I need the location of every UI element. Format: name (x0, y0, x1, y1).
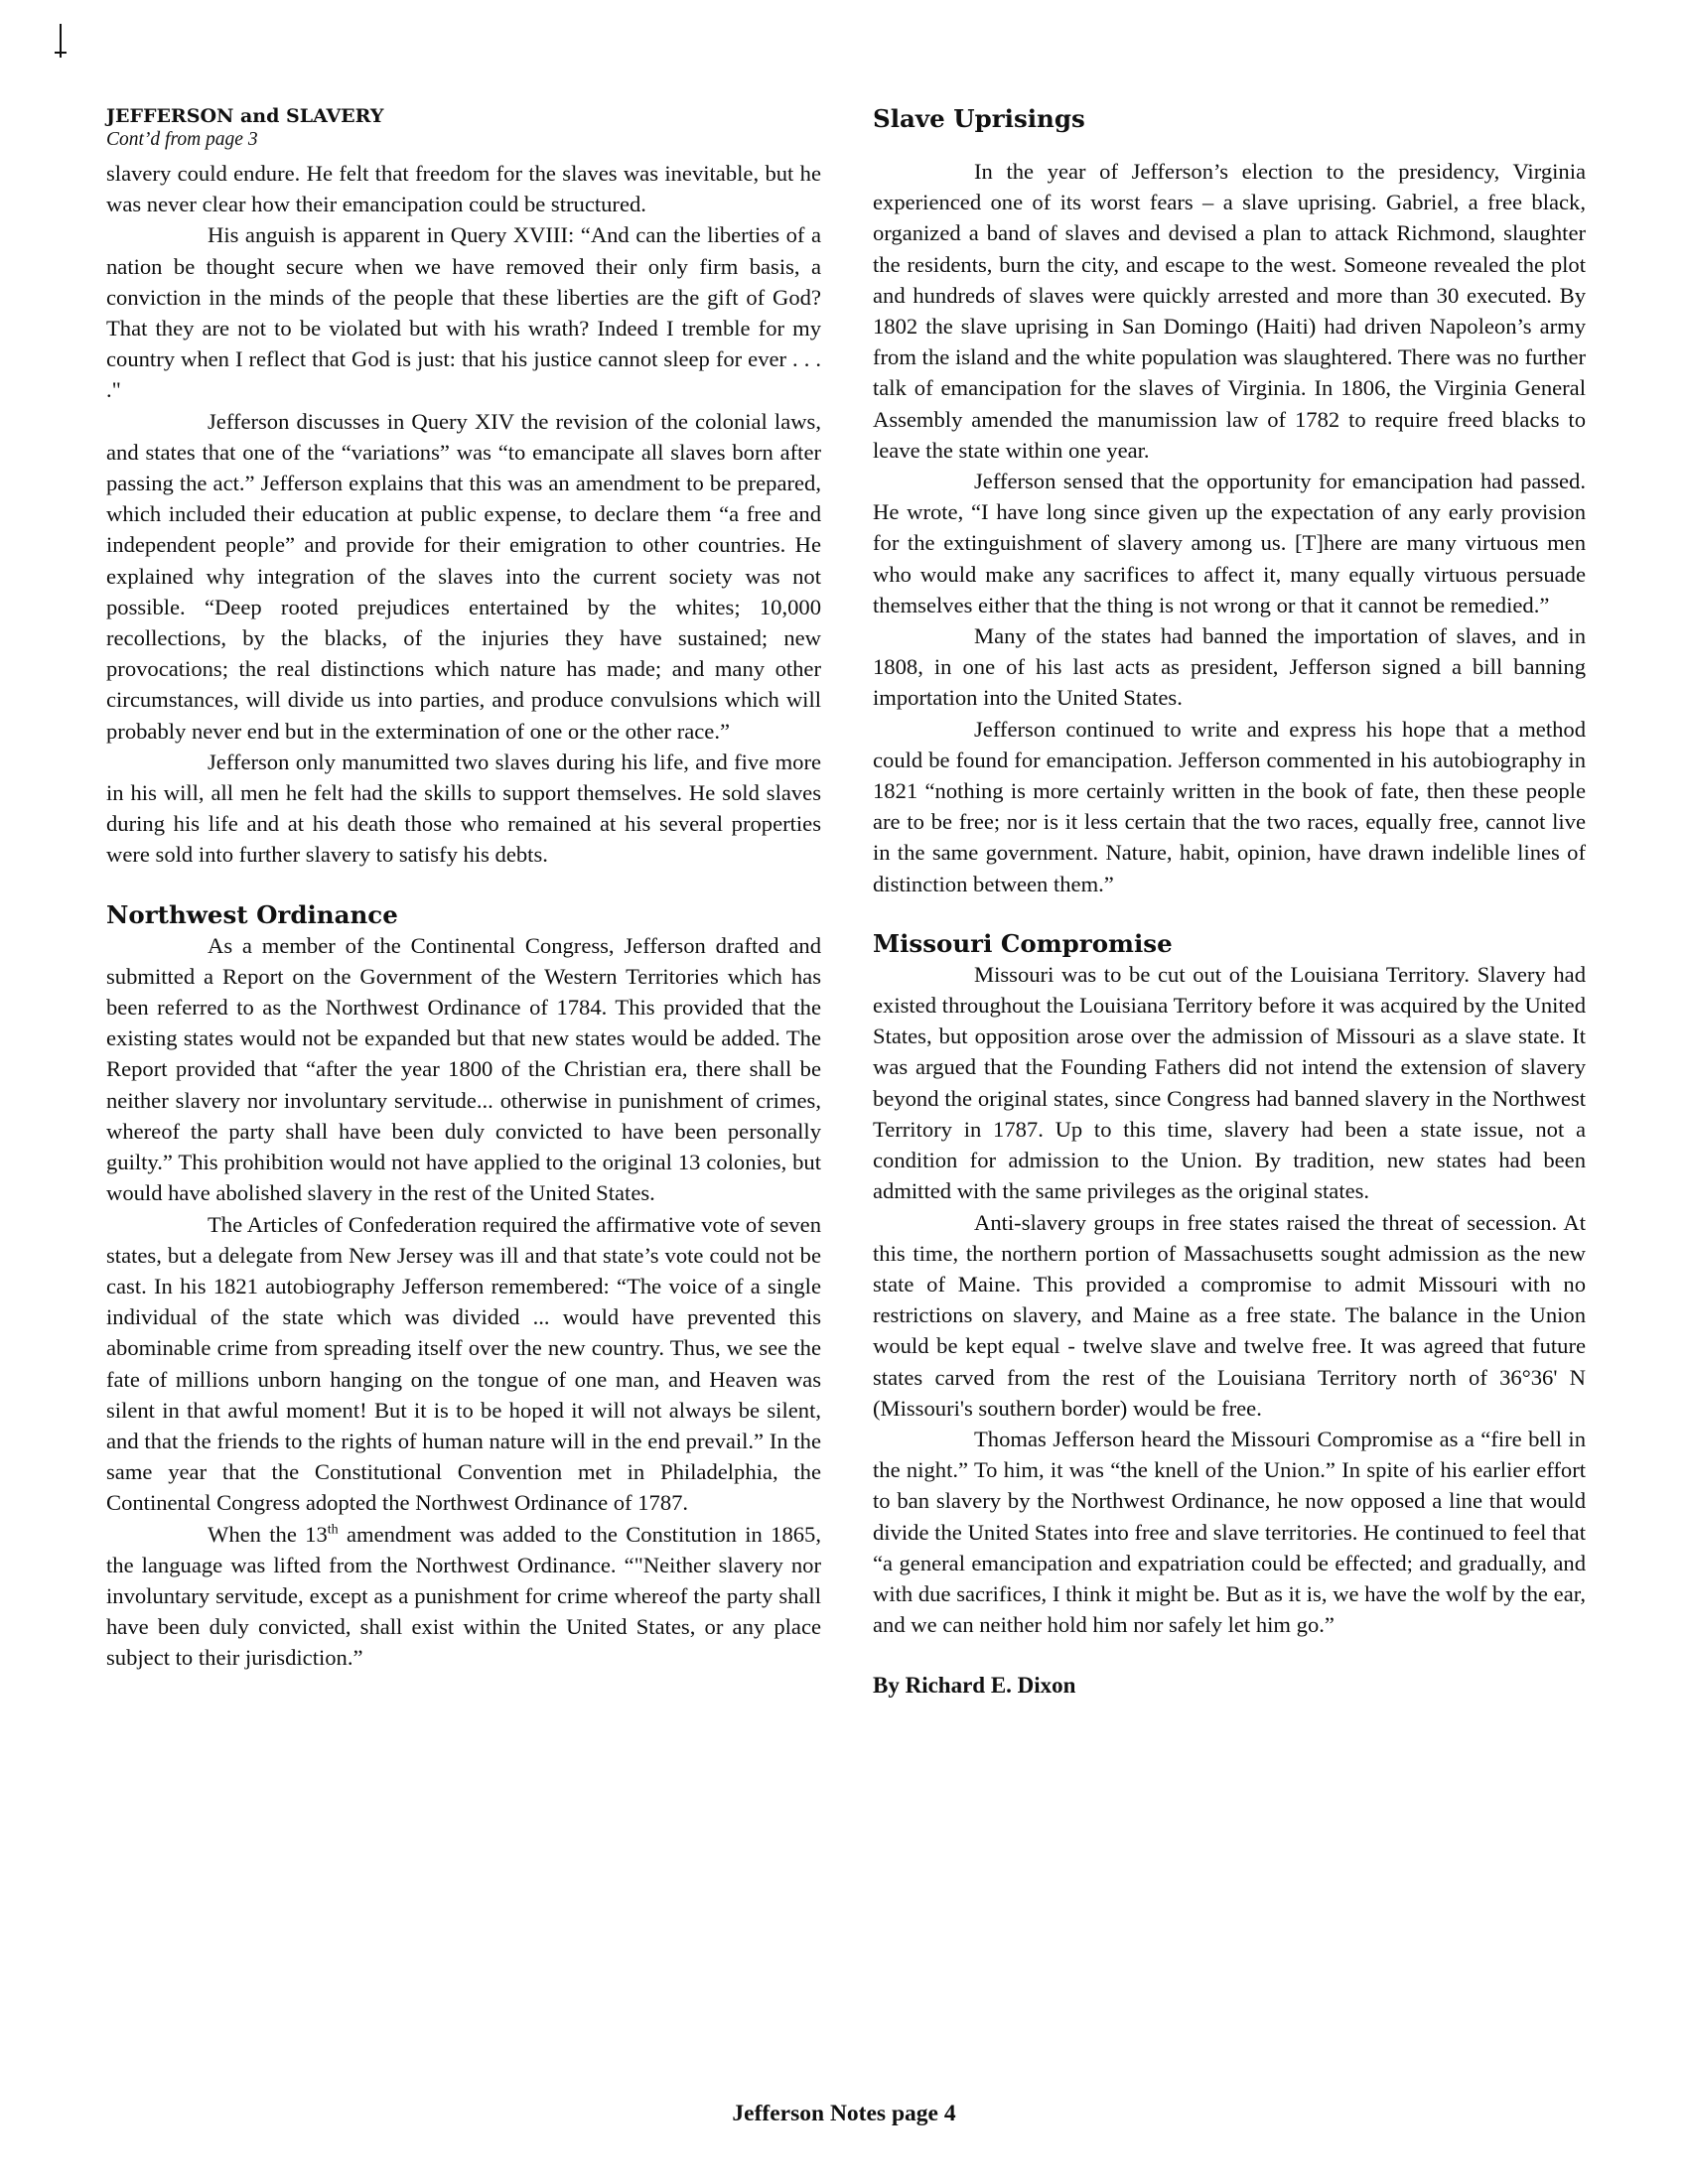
paragraph: Jefferson sensed that the opportunity for emancipation had passed. He wrote, “I have long since given up the expectation of any early provision for the extinguishment of slavery among us. [T]here are many virtuous men who would make any sacrifices to affect it, many equally virtuous persuade themselves either that the thing is not wrong or that it cannot be remedied.” (873, 469, 1586, 617)
page-footer: Jefferson Notes page 4 (732, 2101, 956, 2126)
paragraph: Jefferson discusses in Query XIV the revision of the colonial laws, and states that one of the “variations” was “to emancipate all slaves born after passing the act.” Jefferson explains that this was an amendment to be prepared, which included their education at public expense, to declare them “a free and independent people” and provide for their emigration to other countries. He explained why integration of the slaves into the current society was not possible. “Deep rooted prejudices entertained by the whites; 10,000 recollections, by the blacks, of the injuries they have sustained; new provocations; the real distinctions which nature has made; and many other circumstances, will divide us into parties, and produce convulsions which will probably never end but in the extermination of one or the other race.” (106, 408, 821, 744)
superscript: th (327, 1522, 339, 1537)
paragraph: Thomas Jefferson heard the Missouri Compromise as a “fire bell in the night.” To him, it was “the knell of the Union.” In spite of his earlier effort to ban slavery by the Northwest Ordinance, he now opposed a line that would divide the United States into free and slave territories. He continued to feel that “a general emancipation and expatriation could be effected; and gradually, and with due sacrifices, I think it might be. But as it is, we have the wolf by the ear, and we can neither hold him nor safely let him go.” (873, 1426, 1586, 1638)
paragraph (106, 1519, 821, 1674)
paragraph-text: When the 13 (208, 1521, 328, 1547)
continued-note: Cont’d from page 3 (106, 129, 258, 150)
paragraph: Missouri was to be cut out of the Louisiana Territory. Slavery had existed throughout the Louisiana Territory before it was acquired by the United States, but opposition arose over the admission of Missouri as a slave state. It was argued that the Founding Fathers did not intend the extension of slavery beyond the original states, since Congress had banned slavery in the Northwest Territory in 1787. Up to this time, slavery had been a state issue, not a condition for admission to the Union. By tradition, new states had been admitted with the same privileges as the original states. (873, 961, 1586, 1204)
paragraph: Jefferson continued to write and express his hope that a method could be found for emancipation. Jefferson commented in his autobiography in 1821 “nothing is more certainly written in the book of fate, then these people are to be free; nor is it less certain that the two races, equally free, cannot live in the same government. Nature, habit, opinion, have drawn indelible lines of distinction between them.” (873, 716, 1586, 896)
right-column (873, 104, 1586, 1702)
paragraph: As a member of the Continental Congress, Jefferson drafted and submitted a Report on the Government of the Western Territories which has been referred to as the Northwest Ordinance of 1784. This provided that the existing states would not be expanded but that new states would be added. The Report provided that “after the year 1800 of the Christian era, there shall be neither slavery nor involuntary servitude... otherwise in punishment of crimes, whereof the party shall have been duly convicted to have been personally guilty.” This prohibition would not have applied to the original 13 colonies, but would have abolished slavery in the rest of the United States. (106, 932, 821, 1206)
paragraph: Jefferson only manumitted two slaves during his life, and five more in his will, all men he felt had the skills to support themselves. He sold slaves during his life and at his death those who remained at his several properties were sold into further slavery to satisfy his debts. (106, 749, 821, 868)
paragraph: The Articles of Confederation required the affirmative vote of seven states, but a delegate from New Jersey was ill and that state’s vote could not be cast. In his 1821 autobiography Jefferson remembered: “The voice of a single individual of the state which was divided ... would have prevented this abominable crime from spreading itself over the new country. Thus, we see the fate of millions unborn hanging on the tongue of one man, and Heaven was silent in that awful moment! But it is to be hoped it will not always be silent, and that the friends to the rights of human nature will in the end prevail.” In the same year that the Constitutional Convention met in Philadelphia, the Continental Congress adopted the Northwest Ordinance of 1787. (106, 1211, 821, 1516)
crop-mark-horizontal (55, 52, 67, 54)
paragraph: His anguish is apparent in Query XVIII: “And can the liberties of a nation be thought secure when we have removed their only firm basis, a conviction in the minds of the people that these liberties are the gift of God? That they are not to be violated but with his wrath? Indeed I tremble for my country when I reflect that God is just: that his justice cannot sleep for ever . . . ." (106, 222, 821, 403)
author-byline: By Richard E. Dixon (873, 1673, 1076, 1699)
paragraph: Many of the states had banned the importation of slaves, and in 1808, in one of his last acts as president, Jefferson signed a bill banning importation into the United States. (873, 623, 1586, 711)
crop-mark (55, 24, 69, 58)
section-heading-missouri-compromise: Missouri Compromise (873, 928, 1173, 958)
left-column (106, 105, 821, 1674)
section-heading-northwest-ordinance: Northwest Ordinance (106, 899, 398, 929)
paragraph: Anti-slavery groups in free states raised the threat of secession. At this time, the northern portion of Massachusetts sought admission as the new state of Maine. This provided a compromise to admit Missouri with no restrictions on slavery, and Maine as a free state. The balance in the Union would be kept equal - twelve slave and twelve free. It was agreed that future states carved from the rest of the Louisiana Territory north of 36°36' N (Missouri's southern border) would be free. (873, 1209, 1586, 1421)
paragraph-text: amendment was added to the Constitution in 1865, the language was lifted from the Northwest Ordinance. “"Neither slavery nor involuntary servitude, except as a punishment for crime whereof the party shall have been duly convicted, shall exist within the United States, or any place subject to their jurisdiction.” (106, 1521, 821, 1671)
paragraph: In the year of Jefferson’s election to the presidency, Virginia experienced one of its worst fears – a slave uprising. Gabriel, a free black, organized a band of slaves and devised a plan to attack Richmond, slaughter the residents, burn the city, and escape to the west. Someone revealed the plot and hundreds of slaves were quickly arrested and more than 30 executed. By 1802 the slave uprising in San Domingo (Haiti) had driven Napoleon’s army from the island and the white population was slaughtered. There was no further talk of emancipation for the slaves of Virginia. In 1806, the Virginia General Assembly amended the manumission law of 1782 to require freed blacks to leave the state within one year. (873, 159, 1586, 463)
article-title: JEFFERSON and SLAVERY (106, 105, 384, 127)
section-heading-slave-uprisings: Slave Uprisings (873, 104, 1085, 133)
paragraph: slavery could endure. He felt that freedom for the slaves was inevitable, but he was never clear how their emancipation could be structured. (106, 161, 821, 217)
